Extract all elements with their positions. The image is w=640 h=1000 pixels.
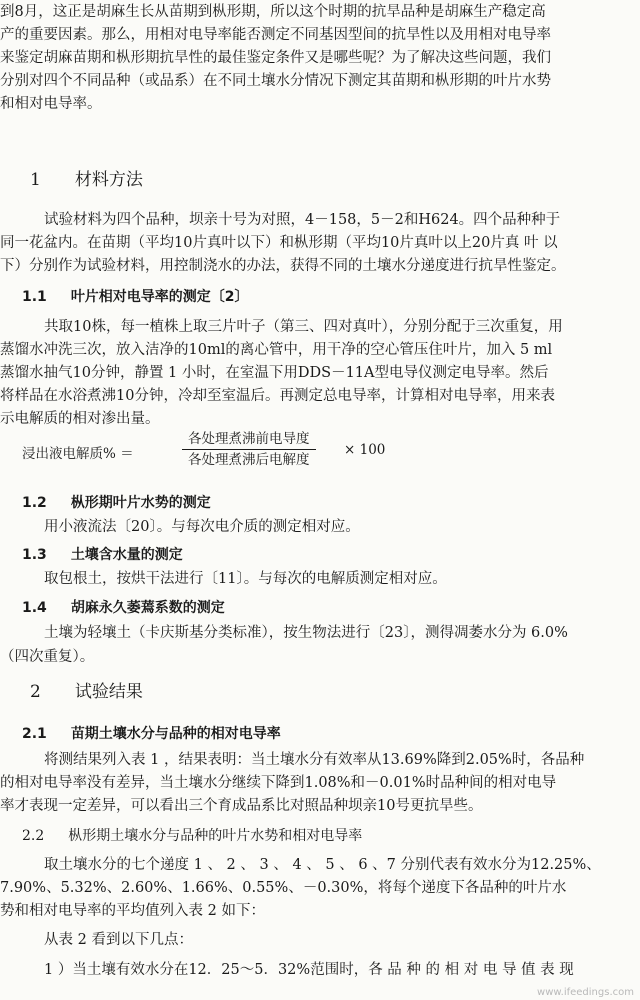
body-text-line: 同一花盆内。在苗期（平均10片真叶以下）和枞形期（平均10片真叶以上20片真 叶 以	[0, 235, 558, 251]
subsection-title: 土壤含水量的测定	[70, 547, 183, 563]
body-text-line: 和相对电导率。	[0, 96, 102, 112]
subsection-number: 1.1	[22, 289, 47, 305]
body-text-line: 下）分别作为试验材料，用控制浇水的办法，获得不同的土壤水分递度进行抗旱性鉴定。	[0, 258, 566, 274]
body-text-line: 产的重要因素。那么，用相对电导率能否测定不同基因型间的抗旱性以及用相对电导率	[0, 27, 551, 43]
subsection-heading	[0, 545, 640, 567]
body-text-line: 7.90%、5.32%、2.60%、1.66%、0.55%、－0.30%，将每个递度下各品种的叶片水	[0, 880, 567, 896]
subsection-title: 苗期土壤水分与品种的相对电导率	[70, 726, 281, 742]
subsection-number: 1.2	[22, 495, 47, 511]
watermark: www.ifeedings.com	[537, 987, 634, 998]
body-text-line: 取包根土，按烘干法进行〔11〕。与每次的电解质测定相对应。	[44, 571, 447, 587]
section-number: 2	[30, 682, 41, 702]
body-text-line: 从表 2 看到以下几点：	[44, 932, 193, 948]
subsection-title: 胡麻永久萎蔫系数的测定	[70, 600, 225, 616]
subsection-number: 2.1	[22, 726, 47, 742]
body-text-line: （四次重复）。	[0, 649, 95, 665]
formula-multiplier: × 100	[344, 442, 386, 458]
body-text-line: 到8月，这正是胡麻生长从苗期到枞形期，所以这个时期的抗旱品种是胡麻生产稳定高	[0, 4, 546, 20]
conductivity-formula	[22, 430, 622, 474]
body-text-line: 1 ）当土壤有效水分在12．25～5．32%范围时，各 品 种 的 相 对 电 导 值 表 现	[44, 962, 574, 978]
subsection-number: 1.3	[22, 547, 47, 563]
section-title: 材料方法	[74, 170, 143, 190]
body-text-line: 用小液流法〔20〕。与每次电介质的测定相对应。	[44, 519, 360, 535]
body-text-line: 将样品在水浴煮沸10分钟，冷却至室温后。再测定总电导率，计算相对电导率，用来表	[0, 388, 555, 404]
section-heading	[0, 170, 640, 194]
subsection-title: 枞形期叶片水势的测定	[70, 495, 211, 511]
section-number: 1	[30, 170, 41, 190]
body-text-line: 分别对四个不同品种（或品系）在不同土壤水分情况下测定其苗期和枞形期的叶片水势	[0, 73, 551, 89]
section-heading	[0, 682, 640, 706]
body-text-line: 示电解质的相对渗出量。	[0, 411, 160, 427]
subsection-heading	[0, 724, 640, 746]
subsection-number: 1.4	[22, 600, 47, 616]
subsection-heading	[0, 287, 640, 309]
body-text-line: 的相对电导率没有差异，当土壤水分继续下降到1.08%和－0.01%时品种间的相对电导	[0, 775, 557, 791]
section-title: 试验结果	[74, 682, 143, 702]
subsection-number: 2.2	[22, 828, 45, 844]
body-text-line: 势和相对电导率的平均值列入表 2 如下：	[0, 903, 265, 919]
formula-numerator: 各处理煮沸前电导度	[182, 430, 316, 450]
body-text-line: 蒸馏水抽气10分钟，静置 1 小时，在室温下用DDS－11A型电导仪测定电导率。然后	[0, 365, 549, 381]
subsection-heading	[0, 598, 640, 620]
subsection-heading	[0, 826, 640, 848]
subsection-title: 枞形期土壤水分与品种的叶片水势和相对电导率	[68, 828, 363, 844]
body-text-line: 率才表现一定差异，可以看出三个育成品系比对照品种坝亲10号更抗旱些。	[0, 798, 483, 814]
body-text-line: 蒸馏水冲洗三次，放入洁净的10ml的离心管中，用干净的空心管压住叶片，加入 5 ml	[0, 342, 553, 358]
body-text-line: 将测结果列入表 1 ，结果表明：当土壤水分有效率从13.69%降到2.05%时，各品种	[44, 752, 585, 768]
subsection-heading	[0, 493, 640, 515]
body-text-line: 土壤为轻壤土（卡庆斯基分类标准），按生物法进行〔23〕，测得凋萎水分为 6.0%	[44, 625, 568, 641]
body-text-line: 共取10株，每一植株上取三片叶子（第三、四对真叶），分别分配于三次重复，用	[44, 319, 563, 335]
formula-fraction	[182, 430, 316, 469]
subsection-title: 叶片相对电导率的测定〔2〕	[70, 289, 249, 305]
formula-denominator: 各处理煮沸后电解度	[188, 452, 310, 468]
formula-lhs: 浸出液电解质% ＝	[22, 446, 134, 462]
body-text-line: 取土壤水分的七个递度 1 、 2 、 3 、 4 、 5 、 6 、7 分别代表有效水分为12.25%、	[44, 857, 601, 873]
body-text-line: 试验材料为四个品种，坝亲十号为对照，4－158，5－2和H624。四个品种种于	[44, 212, 561, 228]
body-text-line: 来鉴定胡麻苗期和枞形期抗旱性的最佳鉴定条件又是哪些呢？为了解决这些问题，我们	[0, 50, 551, 66]
